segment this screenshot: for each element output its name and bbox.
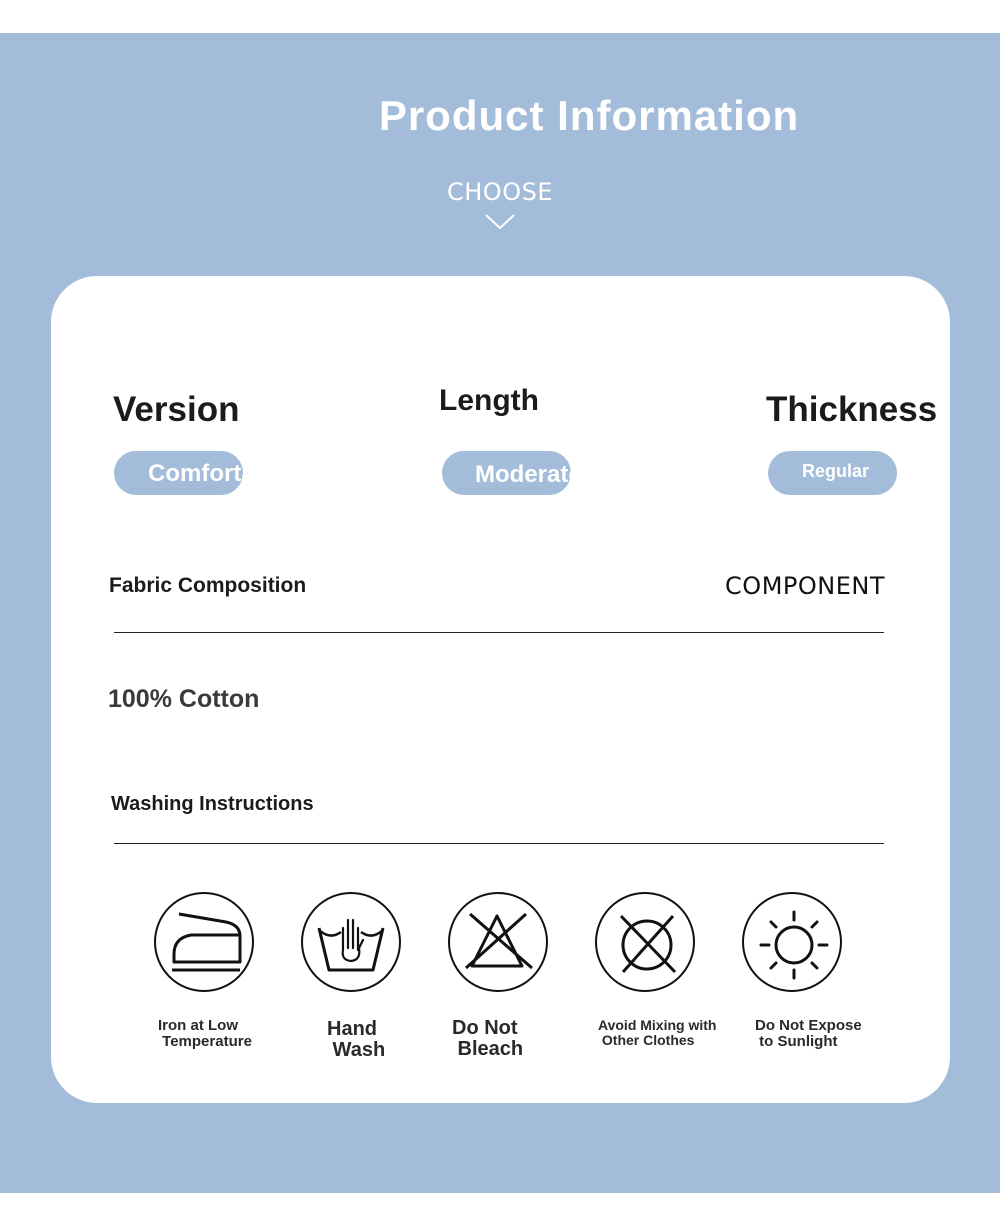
length-value: Moderate [475,461,582,488]
no-mixing-icon [595,892,695,992]
care-label-no-mixing: Avoid Mixing with Other Clothes [598,1017,717,1048]
care-label-no-bleach: Do Not Bleach [452,1017,524,1060]
version-title: Version [113,390,240,429]
chevron-down-icon [484,212,516,232]
choose-label: CHOOSE [447,178,553,206]
no-bleach-icon [448,892,548,992]
sun-icon [742,892,842,992]
fabric-composition-value: 100% Cotton [108,685,260,713]
fabric-composition-label: Fabric Composition [109,574,307,597]
washing-instructions-label: Washing Instructions [111,793,314,815]
thickness-title: Thickness [766,390,938,429]
care-label-hand-wash: Hand Wash [327,1018,386,1061]
thickness-value: Regular [802,461,870,481]
length-title: Length [439,384,539,417]
component-label: COMPONENT [725,572,885,600]
care-label-iron: Iron at Low Temperature [158,1017,252,1050]
care-label-no-sunlight: Do Not Expose to Sunlight [755,1017,862,1050]
iron-icon [154,892,254,992]
divider-washing [114,843,884,844]
version-value: Comfortable [148,460,290,487]
info-card [51,276,950,1103]
divider-fabric [114,632,884,633]
page-title: Product Information [378,92,800,139]
hand-wash-icon [301,892,401,992]
